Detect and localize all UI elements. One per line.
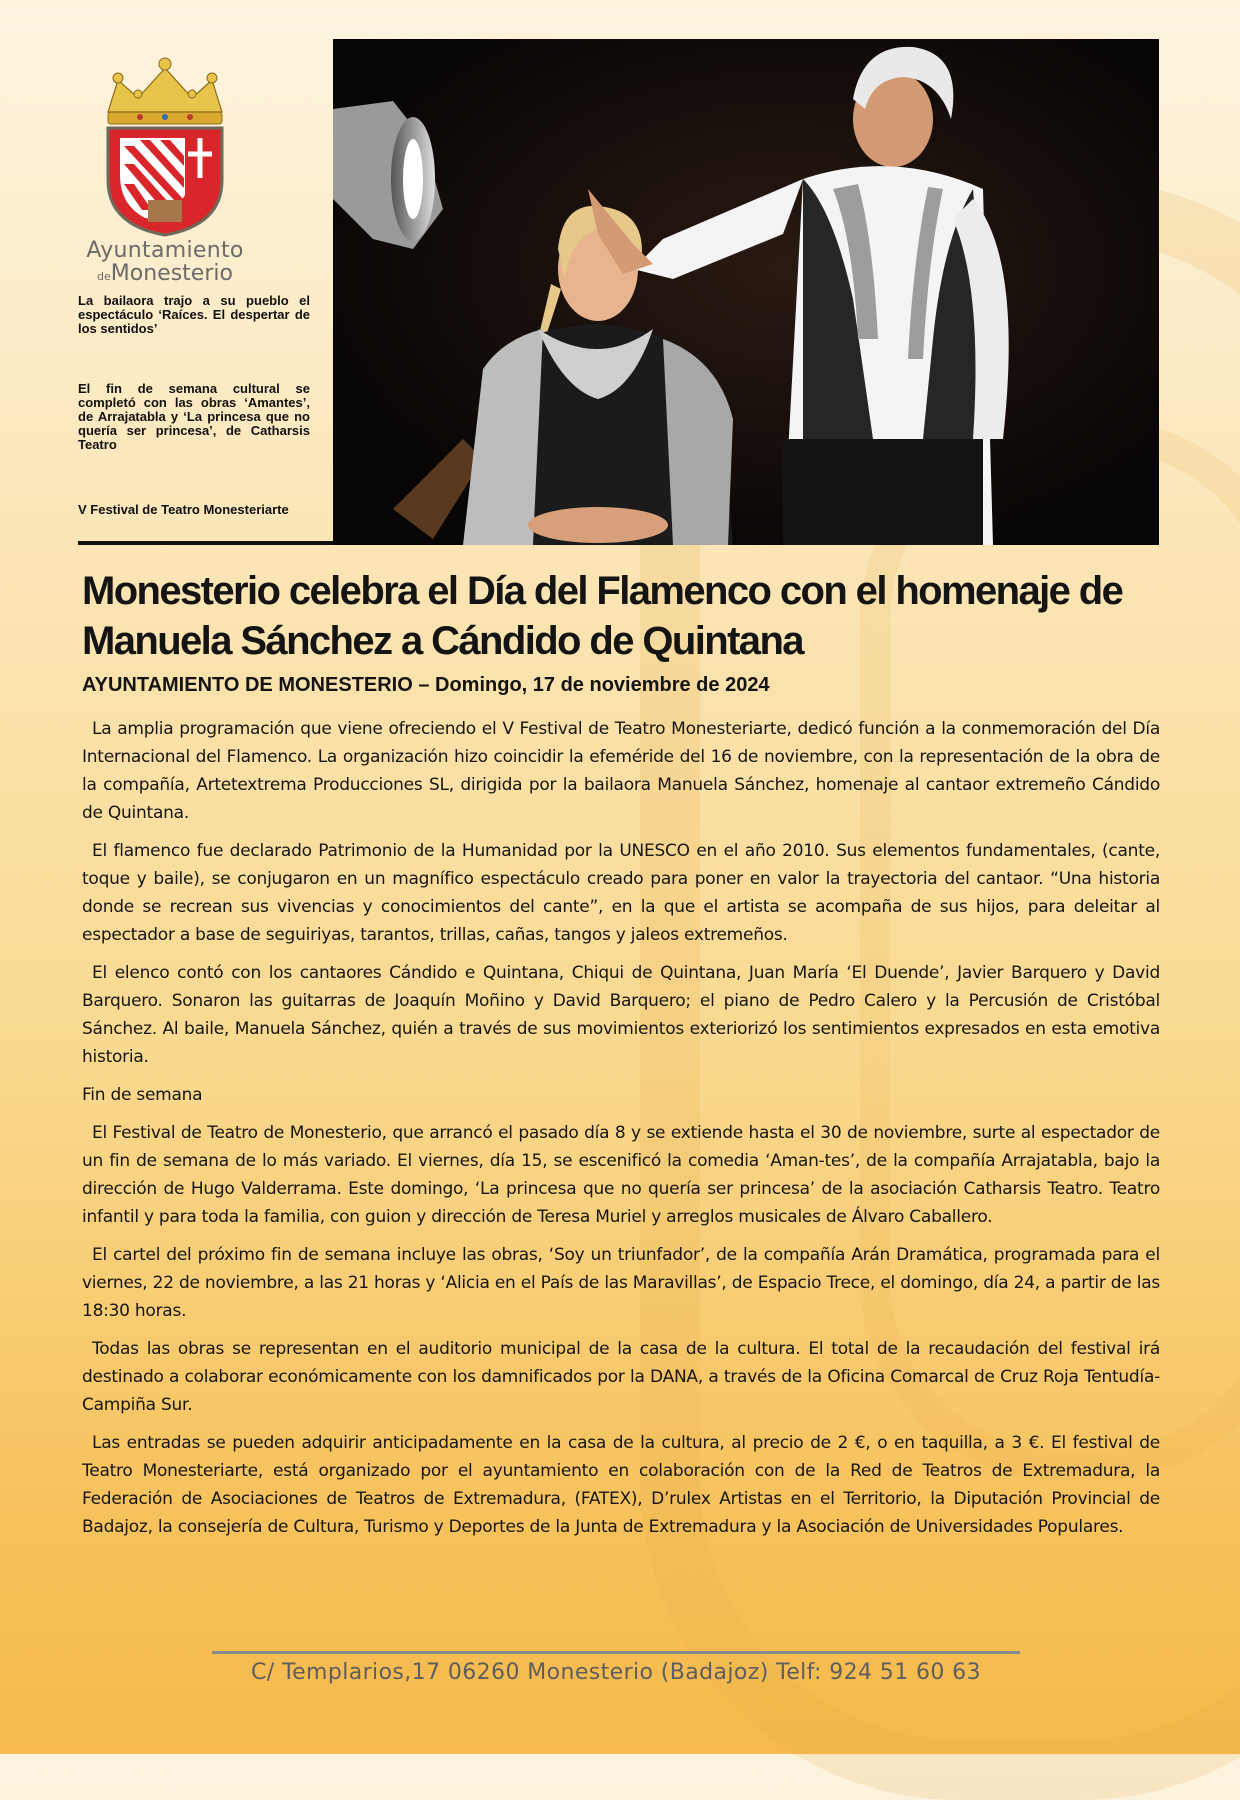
article-byline: AYUNTAMIENTO DE MONESTERIO – Domingo, 17 de noviembre de 2024	[82, 674, 770, 696]
article-paragraph: El flamenco fue declarado Patrimonio de la Humanidad por la UNESCO en el año 2010. Sus elementos fundamentales, (cante, toque y baile), se conjugaron en un magnífico espectáculo creado para poner en valor la trayectoria del cantaor. “Una historia donde se recrean sus vivencias y conocimientos del cante”, en la que el artista se acompaña de sus hijos, para deleitar al espectador a base de seguiriyas, tarantos, trillas, cañas, tangos y jaleos extremeños.	[82, 841, 1160, 945]
article-paragraph: La amplia programación que viene ofreciendo el V Festival de Teatro Monesteriarte, dedicó función a la conmemoración del Día Internacional del Flamenco. La organización hizo coincidir la efeméride del 16 de noviembre, con la representación de la obra de la compañía, Artetextrema Producciones SL, dirigida por la bailaora Manuela Sánchez, homenaje al cantaor extremeño Cándido de Quintana.	[82, 719, 1160, 823]
article-paragraph: Todas las obras se representan en el auditorio municipal de la casa de la cultura. El total de la recaudación del festival irá destinado a colaborar económicamente con los damnificados por la DANA, a través de la Oficina Comarcal de Cruz Roja Tentudía-Campiña Sur.	[82, 1339, 1160, 1415]
performance-photo	[333, 39, 1159, 545]
crown-icon	[108, 58, 222, 124]
article-paragraph: Las entradas se pueden adquirir anticipadamente en la casa de la cultura, al precio de 2 €, o en taquilla, a 3 €. El festival de Teatro Monesteriarte, está organizado por el ayuntamiento en colaboración con de la Red de Teatros de Extremadura, la Federación de Asociaciones de Teatros de Extremadura, (FATEX), D’rulex Artistas en el Territorio, la Diputación Provincial de Badajoz, la consejería de Cultura, Turismo y Deportes de la Junta de Extremadura y la Asociación de Universidades Populares.	[82, 1433, 1160, 1537]
logo-label-monesterio: Monesterio	[110, 261, 233, 286]
article-paragraph: El cartel del próximo fin de semana incluye las obras, ‘Soy un triunfador’, de la compañía Arán Dramática, programada para el viernes, 22 de noviembre, a las 21 horas y ‘Alicia en el País de las Maravillas’, de Espacio Trece, el domingo, día 24, a partir de las 18:30 horas.	[82, 1245, 1160, 1321]
article-paragraph: El elenco contó con los cantaores Cándido e Quintana, Chiqui de Quintana, Juan María ‘El Duende’, Javier Barquero y David Barquero. Sonaron las guitarras de Joaquín Moñino y David Barquero; el piano de Pedro Calero y la Percusión de Cristóbal Sánchez. Al baile, Manuela Sánchez, quién a través de sus movimientos exteriorizó los sentimientos expresados en esta emotiva historia.	[82, 963, 1160, 1067]
article-paragraph: El Festival de Teatro de Monesterio, que arrancó el pasado día 8 y se extiende hasta el 30 de noviembre, surte al espectador de un fin de semana de lo más variado. El viernes, día 15, se escenificó la comedia ‘Aman-tes’, de la compañía Arrajatabla, bajo la dirección de Hugo Valderrama. Este domingo, ‘La princesa que no quería ser princesa’ de la asociación Catharsis Teatro. Teatro infantil y para toda la familia, con guion y dirección de Teresa Muriel y arreglos musicales de Álvaro Caballero.	[82, 1123, 1160, 1227]
logo-label-line2	[80, 261, 250, 286]
sidebar-note-2: El fin de semana cultural se completó con las obras ‘Amantes’, de Arrajatabla y ‘La princesa que no quería ser princesa’, de Catharsis Teatro	[78, 381, 310, 452]
logo-label-de: de	[97, 270, 111, 283]
footer-address: C/ Templarios,17 06260 Monesterio (Badajoz) Telf: 924 51 60 63	[251, 1660, 981, 1685]
shield-icon	[108, 128, 222, 235]
article-body	[82, 715, 1160, 1551]
sidebar-divider	[78, 541, 335, 545]
logo-label-line1: Ayuntamiento	[86, 238, 244, 263]
footer-divider	[212, 1651, 1020, 1654]
article-subhead: Fin de semana	[82, 1085, 203, 1105]
sidebar-note-3: V Festival de Teatro Monesteriarte	[78, 502, 289, 517]
sidebar-note-1: La bailaora trajo a su pueblo el espectáculo ‘Raíces. El despertar de los sentidos’	[78, 293, 310, 336]
logo-label	[80, 238, 250, 286]
article-headline: Monesterio celebra el Día del Flamenco con el homenaje de Manuela Sánchez a Cándido de Quintana	[82, 569, 1123, 663]
